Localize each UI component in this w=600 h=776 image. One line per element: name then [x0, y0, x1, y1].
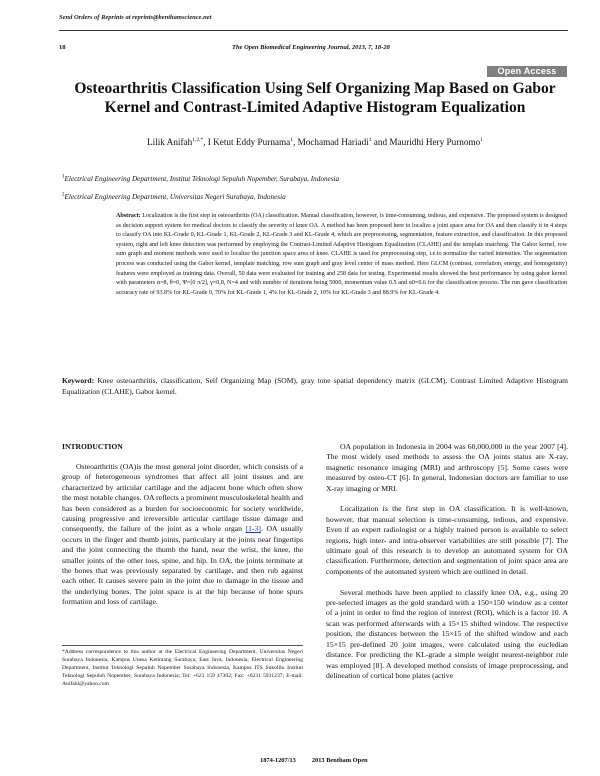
author-affiliation-marker: 1 — [290, 136, 293, 143]
body-paragraph: OA population in Indonesia in 2004 was 60,000,000 in the year 2007 [4]. The most widely used methods to assess the OA joints status are X-ray, magnetic resonance imaging (MRI) and arthroscopy [5]. Some cases were measured by osteo-CT [6]. In general, Indonesian doctors are familiar to use X-ray imaging or MRI. — [326, 442, 568, 493]
author-list: Lilik Anifah$^{1,2,*}$, I Ketut Eddy Purnama$^1$, Mochamad Hariadi$^1$ and Mauridhi Hery Purnomo$^1$ — [147, 136, 483, 147]
affiliation-marker: 1 — [62, 174, 65, 180]
citation-link[interactable]: [1-3] — [245, 524, 261, 534]
journal-citation: The Open Biomedical Engineering Journal, 2013, 7, 18-28 — [232, 44, 390, 51]
affiliation-text: Electrical Engineering Department, Universitas Negeri Surabaya, Indonesia — [64, 193, 286, 201]
article-title: Osteoarthritis Classification Using Self Organizing Map Based on Gabor Kernel and Contrast-Limited Adaptive Histogram Equalization — [74, 80, 556, 116]
affiliation-2 — [62, 193, 286, 201]
affiliation-marker: 2 — [62, 192, 65, 198]
author-name: Mochamad Hariadi — [297, 137, 369, 147]
left-column — [62, 462, 303, 608]
abstract-text: Localization is the first step in osteoarthritis (OA) classification. Manual classification, however, is time-consuming, tedious, and expensive. The proposed system is designed as decision support system for medical doctors to classify the severity of knee OA. A method has been proposed here to localize a joint space area for OA and then classify it in 4 steps to classify OA into KL-Grade 0, KL-Grade 1, KL-Grade 2, KL-Grade 3 and KL-Grade 4, which are preprocessing, segmentation, feature extraction, and classification. In this proposed system, right and left knee detection was performed by employing the Contrast-Limited Adaptive Histogram Equalization (CLAHE) and the template matching. The Gabor kernel, row sum graph and moment methods were used to localize the junction space area of knee. CLAHE is used for preprocessing step, i.e.to normalize the varied intensities. The segmentation process was conducted using the Gabor kernel, template matching, row sum graph and gray level center of mass method. Here GLCM (contrast, correlation, energy, and homogeinity) features were employed as training data. Overall, 50 data were evaluated for training and 258 data for testing. Experimental results showed the best performance by using gabor kernel with parameters α=8, θ=0, Ψ=[0 π/2], γ=0,8, N=4 and with number of iterations being 5000, momentum value 0.5 and α0=0.6 for the classification process. The run gave classification accuracy rate of 93.8% for KL-Grade 0, 70% for KL-Grade 1, 4% for KL-Grade 2, 10% for KL-Grade 3 and 88.9% for KL-Grade 4. — [116, 213, 567, 296]
paragraph-text: Osteoarthritis (OA)is the most general joint disorder, which consists of a group of heterogeneous syndromes that affect all joint tissues and are characterized by articular cartilage and the adjacent bone which often show the most notable changes. OA reflects a prominent musculoskeletal health and has been considered as a burden for socioeconomic for society worldwide, causing progressive and irreversible articular cartilage tissue damage and consequently, the failure of the joint as a whole organ — [62, 462, 303, 534]
author-affiliation-marker: 1 — [480, 136, 483, 143]
section-heading-introduction: INTRODUCTION — [62, 442, 123, 451]
page-number: 18 — [59, 44, 66, 51]
author-name: I Ketut Eddy Purnama — [207, 137, 291, 147]
affiliation-1 — [62, 175, 339, 183]
reprints-notice: Send Orders of Reprints at reprints@benthamscience.net — [59, 14, 212, 21]
abstract — [116, 212, 567, 298]
open-access-badge: Open Access — [487, 66, 567, 77]
affiliation-text: Electrical Engineering Department, Institut Teknologi Sepuluh Nopember, Surabaya, Indonesia — [64, 175, 340, 183]
author-affiliation-marker: 1,2,* — [192, 136, 204, 143]
author-name: Lilik Anifah — [147, 137, 193, 147]
body-paragraph: Several methods have been applied to classify knee OA, e.g., using 20 pre-selected images as the gold standard with a 150×150 window as a center of a joint in order to find the region of interest (ROI), which is a factor 10. A scan was performed afterwards with a 15×15 shifted window. The respective position, the distances between the 15×15 of the shifted window and each 15×15 pre-defined 20 joint images, were calculated using the eucledian distance. For predicting the KL-grade a simple weight nearest-neighbor rule was employed [8]. A developed method consists of image preprocessing, and delineation of cortical bone plates (active — [326, 587, 568, 680]
footnote-rule — [62, 645, 303, 646]
keywords-text: Knee osteoarthritis, classification, Self Organizing Map (SOM), gray tone spatial dependency matrix (GLCM), Contrast Limited Adaptive Histogram Equalization (CLAHE), Gabor kernel. — [62, 376, 569, 396]
author-affiliation-marker: 1 — [368, 136, 372, 143]
body-paragraph — [62, 462, 303, 608]
page-footer: 1874-1207/13 2013 Bentham Open — [260, 757, 368, 764]
paragraph-text: . OA usually occurs in the finger and thumb joints, particulary at the joints near fingertips and the joint connecting the thumb the hand, near the wrist, the knee, the smaller joints of the other toes, spine, and hip. In OA, the joints terminate at the bones that was previously separated by cartilage, and then rub against each other. It causes severe pain in the joint due to damage in the tissue and the underlying bones. The joint space is at the hip because of bone spurs formation and loss of cartilage. — [62, 524, 303, 607]
author-name: Mauridhi Hery Purnomo — [389, 137, 481, 147]
header-rule — [59, 30, 568, 31]
keywords — [62, 376, 568, 397]
keywords-label: Keyword: — [62, 376, 95, 385]
right-column — [326, 442, 568, 681]
correspondence-footnote: *Address correspondence to this author at the Electrical Engineering Department, Universitas Negeri Surabaya Indonesia, Kampus Unesa Ketintang Surabaya, East Java, Indonesia, Electrical Engineering Department, Institut Teknologi Sepuluh Nopember Surabaya Indonesia, Kampus ITS Sukolilo Institut Teknologi Sepuluh Nopember, Surabaya Indonesia; Tel: +623 159 47302; Fax: +6231 5931237; E-mail: Anifahl@yahoo.com — [62, 649, 303, 687]
body-paragraph: Localization is the first step in OA classification. It is well-known, however, that manual selection is time-consuming, tedious, and expensive. Even if an expert radiologist or a highly trained person is available to select regions, high inter- and intra-observer variabilities are still possible [7]. The ultimate goal of this research is to develop an automated system for OA classification. Furthermore, detection and segmentation of joint space area are components of the automated system which are outlined in detail. — [326, 504, 568, 576]
abstract-label: Abstract: — [116, 213, 141, 219]
